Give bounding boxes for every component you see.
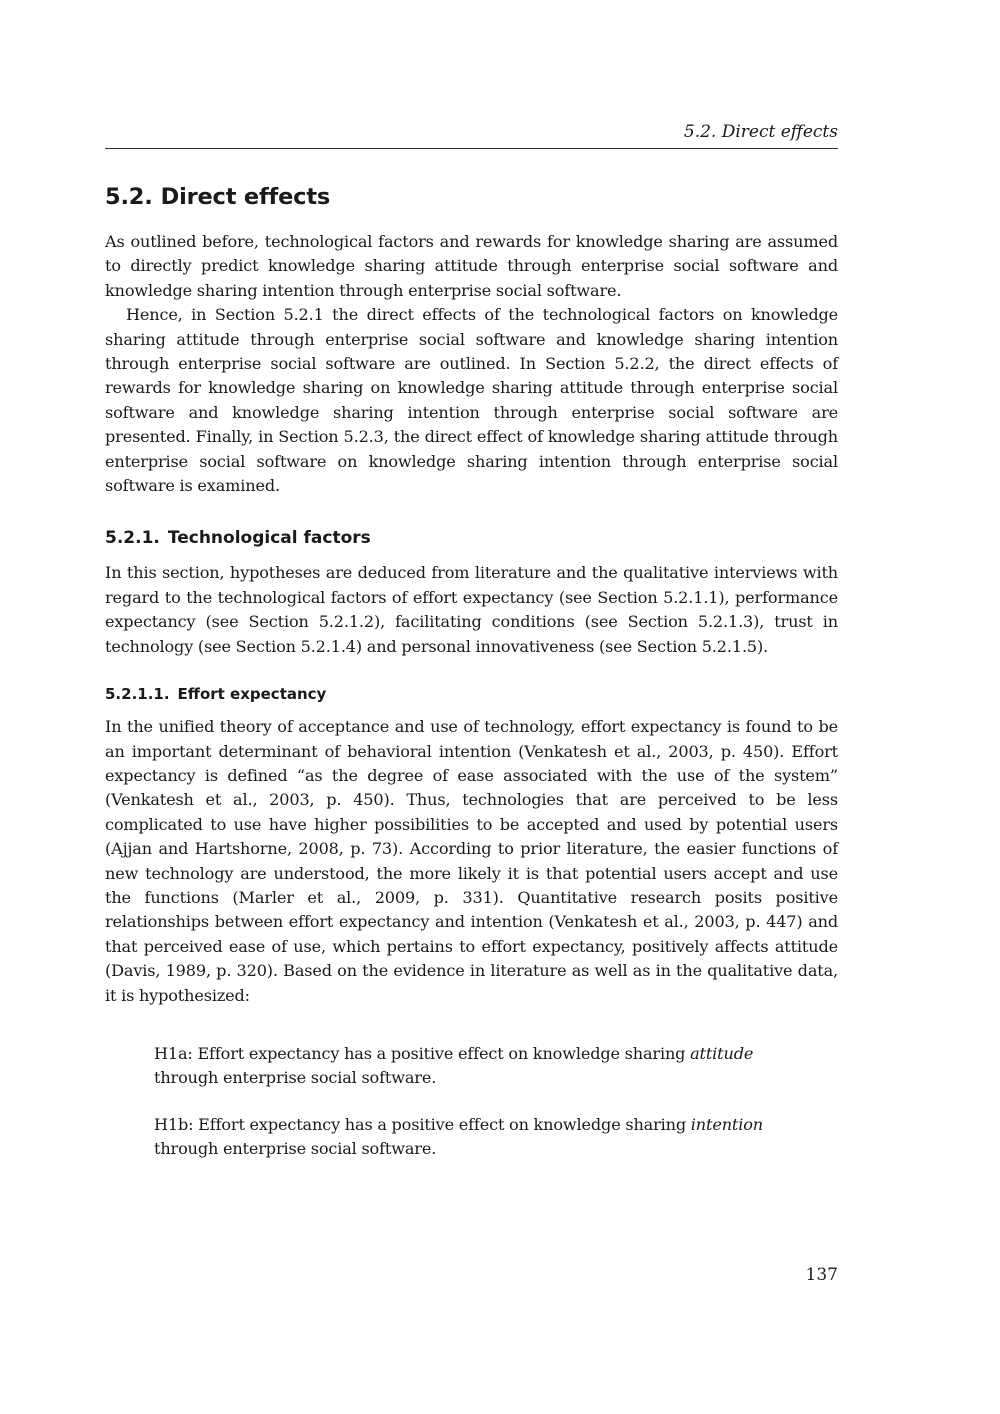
section-number: 5.2. [105,184,153,210]
hypothesis-h1a [154,1042,789,1091]
subsection-heading [105,524,838,552]
hypothesis-h1b [154,1113,789,1162]
subsection-title: Technological factors [167,528,371,549]
effort-expectancy-paragraph: In the unified theory of acceptance and use of technology, effort expectancy is found to be an important determinant of behavioral intention (Venkatesh et al., 2003, p. 450). Effort expectancy is defined “as the degree of ease associated with the use of the system” (Venkatesh et al., 2003, p. 450). Thus, technologies that are perceived to be less complicated to use have higher possibilities to be accepted and used by potential users (Ajjan and Hartshorne, 2008, p. 73). According to prior literature, the easier functions of new technology are understood, the more likely it is that potential users accept and use the functions (Marler et al., 2009, p. 331). Quantitative research posits positive relationships between effort expectancy and intention (Venkatesh et al., 2003, p. 447) and that perceived ease of use, which pertains to effort expectancy, positively affects attitude (Davis, 1989, p. 320). Based on the evidence in literature as well as in the qualitative data, it is hypothesized: [105,717,838,1005]
page-number: 137 [805,1265,838,1285]
document-page [105,0,838,1414]
subsubsection-number: 5.2.1.1. [105,685,170,704]
subsubsection-heading [105,682,838,706]
section-overview-paragraph: Hence, in Section 5.2.1 the direct effects of the technological factors on knowledge sharing attitude through enterprise social software and knowledge sharing intention through enterprise social software are outlined. In Section 5.2.2, the direct effects of rewards for knowledge sharing on knowledge sharing attitude through enterprise social software and knowledge sharing intention through enterprise social software are presented. Finally, in Section 5.2.3, the direct effect of knowledge sharing attitude through enterprise social software on knowledge sharing intention through enterprise social software is examined. [105,305,838,496]
section-title: Direct effects [160,184,331,210]
hypothesis-h1b-text: H1b: Effort expectancy has a positive effect on knowledge sharing [154,1114,691,1134]
hypothesis-h1a-text: H1a: Effort expectancy has a positive effect on knowledge sharing [154,1043,691,1063]
subsubsection-title: Effort expectancy [177,685,327,704]
page-body [105,180,838,1162]
section-intro-paragraph: As outlined before, technological factors and rewards for knowledge sharing are assumed to directly predict knowledge sharing attitude through enterprise social software and knowledge sharing intention through enterprise social software. [105,232,838,300]
header-rule [105,148,838,149]
section-heading [105,180,838,214]
hypothesis-h1a-tail: through enterprise social software. [154,1068,437,1088]
subsection-number: 5.2.1. [105,528,160,549]
hypothesis-h1b-tail: through enterprise social software. [154,1139,437,1159]
subsection-paragraph: In this section, hypotheses are deduced from literature and the qualitative interviews with regard to the technological factors of effort expectancy (see Section 5.2.1.1), performance expectancy (see Section 5.2.1.2), facilitating conditions (see Section 5.2.1.3), trust in technology (see Section 5.2.1.4) and personal innovativeness (see Section 5.2.1.5). [105,563,838,656]
running-header: 5.2. Direct effects [683,122,838,142]
hypothesis-h1a-emphasis: attitude [690,1043,754,1063]
hypothesis-h1b-emphasis: intention [690,1114,763,1134]
